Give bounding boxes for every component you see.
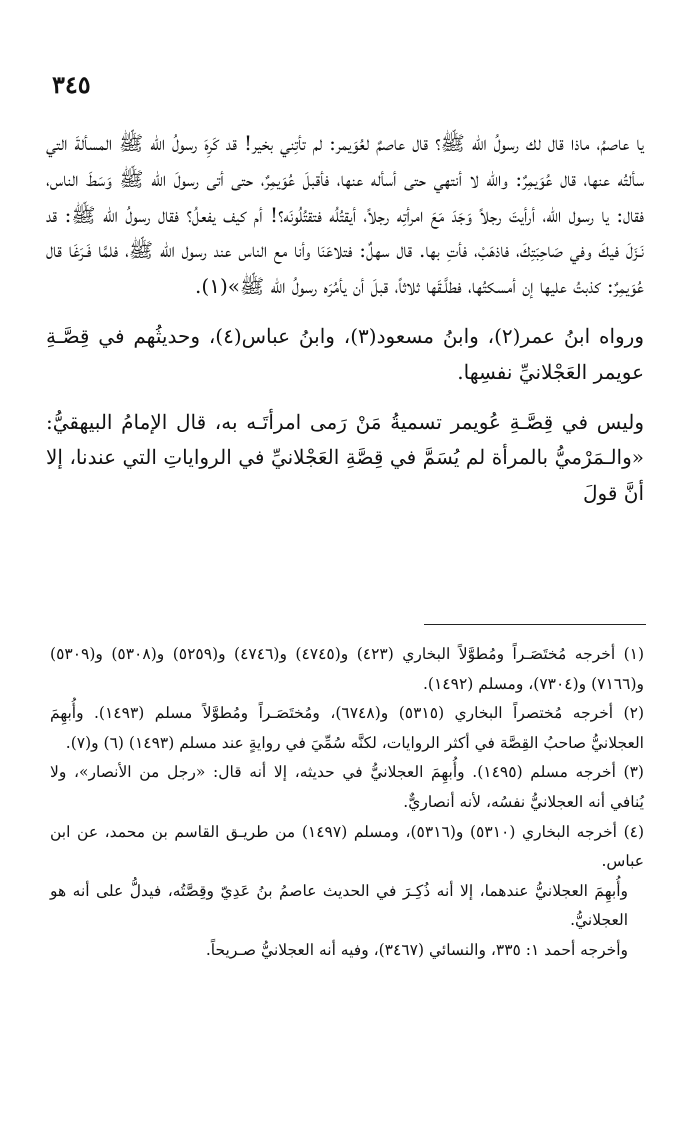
footnote: (٣) أخرجه مسلم (١٤٩٥). وأُبهِمَ العجلانيُّ في حديثه، إلا أنه قال: «رجل من الأنصار»، ولا يُنافي أنه العجلانيُّ نفسُه، لأنه أنصاريٌّ. <box>50 763 644 811</box>
footnote: (١) أخرجه مُختَصَـراً ومُطوَّلاً البخاري (٤٢٣) و(٤٧٤٥) و(٤٧٤٦) و(٥٢٥٩) و(٥٣٠٨) و(٥٣٠٩) و(٧١٦٦) و(٧٣٠٤)، ومسلم (١٤٩٢). <box>50 645 645 693</box>
page-number: ٣٤٥ <box>52 70 91 99</box>
footnote: (٢) أخرجه مُختصراً البخاري (٥٣١٥) و(٦٧٤٨)، ومُختَصَـراً ومُطوَّلاً مسلم (١٤٩٣). وأُبهِمَ العجلانيُّ صاحبُ القِصَّة في أكثر الروايات، لكنَّه سُمِّيَ في روايةٍ عند مسلم (١٤٩٣) (٦) و(٧). <box>50 704 644 752</box>
footnote: (٤) أخرجه البخاري (٥٣١٠) و(٥٣١٦)، ومسلم (١٤٩٧) من طريـق القاسم بن محمد، عن ابن عباس. <box>50 822 645 871</box>
main-text <box>46 126 644 512</box>
body-paragraph: ورواه ابنُ عمر(٢)، وابنُ مسعود(٣)، وابنُ عباس(٤)، وحديثُهم في قِصَّـةِ عويمر العَجْلانيِّ نفسِها. <box>46 323 644 384</box>
body-paragraph: وليس في قِصَّـةِ عُويمر تسميةُ مَنْ رَمى امرأتَـه به، قال الإمامُ البيهقيُّ: «والـمَرْميُّ بالمرأة لم يُسَمَّ في قِصَّةِ العَجْلانيِّ في الرواياتِ التي عندنا، إلا أنَّ قولَ <box>46 409 644 506</box>
body-paragraph: يا عاصمُ، ماذا قال لك رسولُ الله ﷺ؟ قال عاصمٌ لعُوَيمر: لم تأتِني بخير! قد كَرِهَ رسولُ الله ﷺ المسألةَ التي سألتُه عنها، قال عُوَيمِرٌ: والله لا أنتهي حتى أسأله عنها، فأقبلَ عُوَيمِرٌ، حتى أتى رسولَ الله ﷺ وَسَطَ الناس، فقال: يا رسول الله، أرأيتَ رجلاً وَجَدَ مَعَ امرأتِه رجلاً، أيقتُلُه فتقتُلُونَه؟! أم كيف يفعلُ؟ فقال رسولُ الله ﷺ: قد نَـزَلَ فيكَ وفي صَاحِبَتِكَ، فاذهَبْ، فأتِ بها. قال سهلٌ: فتلاعَنَا وأنا مع الناس عند رسول الله ﷺ، فلمَّا فَـرَغَا قال عُوَيمِرٌ: كذبتُ عليها إن أمسكتُها، فطلَّـقَها ثلاثاً، قبلَ أن يأمُرَه رسولُ الله ﷺ»(١). <box>46 131 645 299</box>
footnotes <box>50 640 644 966</box>
footnote-continuation: وأُبهِمَ العجلانيُّ عندهما، إلا أنه ذُكِـرَ في الحديث عاصمُ بنُ عَدِيّ وقِصَّتُه، فيدلُّ على أنه هو العجلانيُّ. <box>50 881 628 930</box>
footnote-divider <box>424 624 646 625</box>
footnote-continuation: وأخرجه أحمد ١: ٣٣٥، والنسائي (٣٤٦٧)، وفيه أنه العجلانيُّ صـريحاً. <box>205 940 628 959</box>
